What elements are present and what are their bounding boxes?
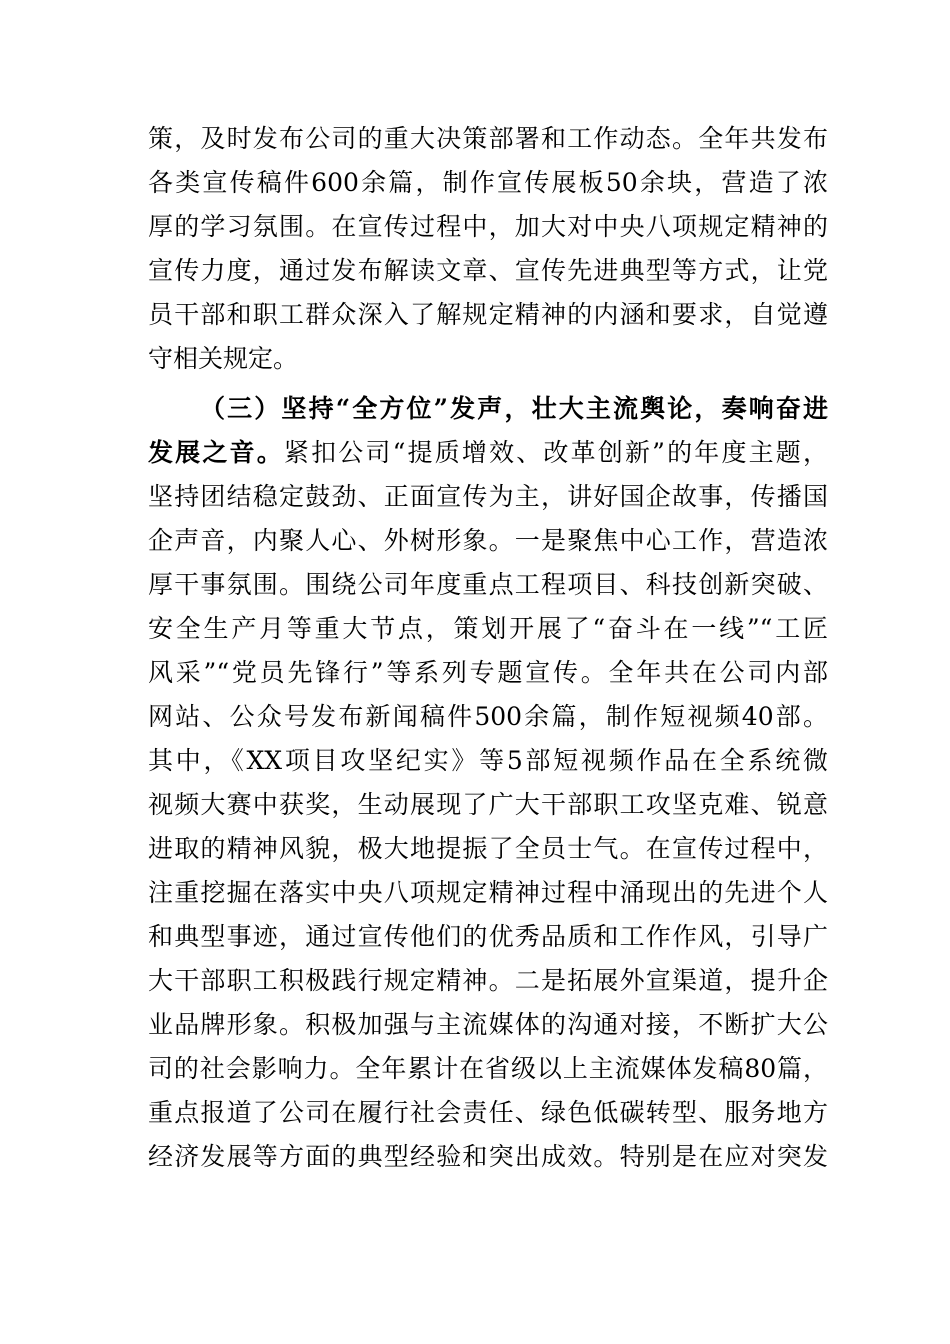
body-text-line bbox=[148, 438, 828, 468]
body-text-line: 和典型事迹，通过宣传他们的优秀品质和工作作风，引导广 bbox=[148, 922, 828, 951]
body-text-line: 安全生产月等重大节点，策划开展了“奋斗在一线”“工匠 bbox=[148, 614, 828, 643]
body-text-line: 企声音，内聚人心、外树形象。一是聚焦中心工作，营造浓 bbox=[148, 526, 828, 555]
body-text-line: 风采”“党员先锋行”等系列专题宣传。全年共在公司内部 bbox=[148, 658, 828, 687]
body-text-line: 经济发展等方面的典型经验和突出成效。特别是在应对突发 bbox=[148, 1142, 828, 1171]
body-text-line: 业品牌形象。积极加强与主流媒体的沟通对接，不断扩大公 bbox=[148, 1010, 828, 1039]
body-text-line: 视频大赛中获奖，生动展现了广大干部职工攻坚克难、锐意 bbox=[148, 790, 828, 819]
body-text-line: 厚干事氛围。围绕公司年度重点工程项目、科技创新突破、 bbox=[148, 570, 828, 599]
body-text-line: 重点报道了公司在履行社会责任、绿色低碳转型、服务地方 bbox=[148, 1098, 828, 1127]
body-text-line: 坚持团结稳定鼓劲、正面宣传为主，讲好国企故事，传播国 bbox=[148, 482, 828, 511]
body-text-line: 各类宣传稿件600余篇，制作宣传展板50余块，营造了浓 bbox=[148, 168, 828, 197]
body-text-line: 员干部和职工群众深入了解规定精神的内涵和要求，自觉遵 bbox=[148, 300, 828, 329]
section-heading-continuation: 发展之音。 bbox=[148, 438, 284, 467]
body-text-segment: 紧扣公司“提质增效、改革创新”的年度主题， bbox=[283, 438, 828, 467]
body-text-line: 大干部职工积极践行规定精神。二是拓展外宣渠道，提升企 bbox=[148, 966, 828, 995]
section-heading: （三）坚持“全方位”发声，壮大主流舆论，奏响奋进 bbox=[200, 394, 828, 423]
body-text-line: 守相关规定。 bbox=[148, 344, 299, 373]
body-text-line: 策，及时发布公司的重大决策部署和工作动态。全年共发布 bbox=[148, 124, 828, 153]
body-text-line: 网站、公众号发布新闻稿件500余篇，制作短视频40部。 bbox=[148, 702, 828, 731]
body-text-line: 司的社会影响力。全年累计在省级以上主流媒体发稿80篇， bbox=[148, 1054, 828, 1083]
body-text-line: 厚的学习氛围。在宣传过程中，加大对中央八项规定精神的 bbox=[148, 212, 828, 241]
body-text-line: 进取的精神风貌，极大地提振了全员士气。在宣传过程中， bbox=[148, 834, 828, 863]
body-text-line: 注重挖掘在落实中央八项规定精神过程中涌现出的先进个人 bbox=[148, 878, 828, 907]
body-text-line: 宣传力度，通过发布解读文章、宣传先进典型等方式，让党 bbox=[148, 256, 828, 285]
body-text-line: 其中，《XX项目攻坚纪实》等5部短视频作品在全系统微 bbox=[148, 746, 828, 775]
